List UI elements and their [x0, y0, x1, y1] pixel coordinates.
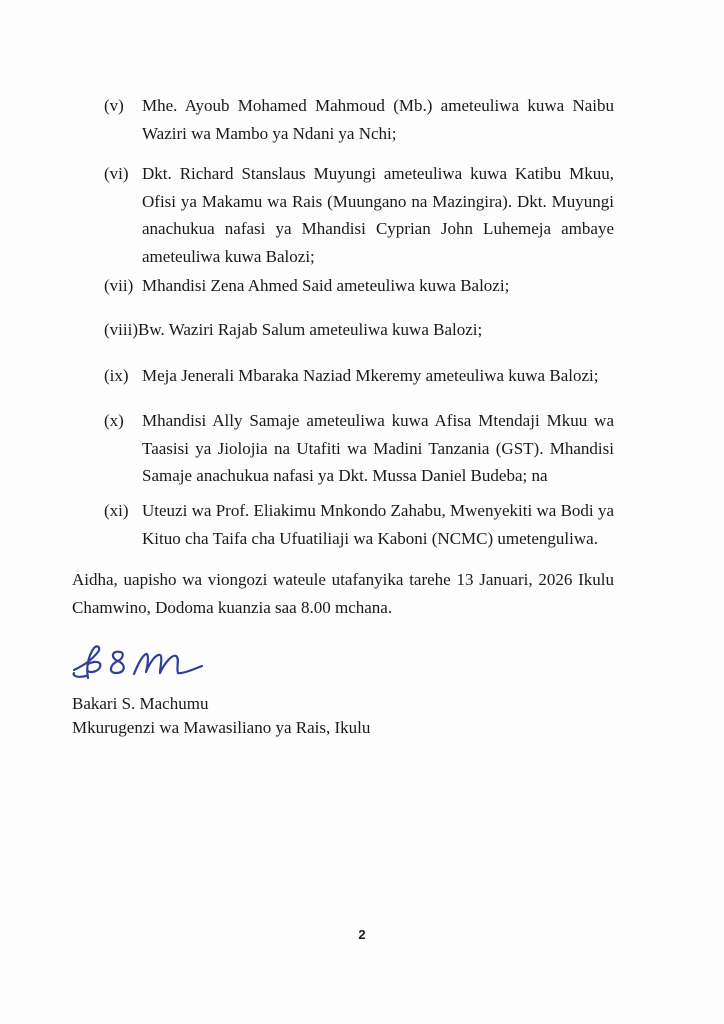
list-item	[104, 272, 614, 300]
list-item-text: Dkt. Richard Stanslaus Muyungi ameteuliwa kuwa Katibu Mkuu, Ofisi ya Makamu wa Rais (Muungano na Mazingira). Dkt. Muyungi anachukua nafasi ya Mhandisi Cyprian John Luhemeja ambaye ameteuliwa kuwa Balozi;	[142, 164, 614, 266]
page-number: 2	[358, 927, 366, 942]
list-item-text: Mhandisi Ally Samaje ameteuliwa kuwa Afisa Mtendaji Mkuu wa Taasisi ya Jiolojia na Utafiti wa Madini Tanzania (GST). Mhandisi Samaje anachukua nafasi ya Dkt. Mussa Daniel Budeba; na	[142, 411, 614, 485]
list-item-text: Meja Jenerali Mbaraka Naziad Mkeremy ameteuliwa kuwa Balozi;	[142, 366, 599, 385]
list-item-number: (viii)	[104, 320, 138, 339]
list-item-text: Mhandisi Zena Ahmed Said ameteuliwa kuwa Balozi;	[142, 276, 510, 295]
list-item-number: (vi)	[104, 164, 129, 183]
list-item	[104, 407, 614, 490]
list-item-number: (vii)	[104, 276, 134, 295]
signatory-title: Mkurugenzi wa Mawasiliano ya Rais, Ikulu	[72, 718, 371, 737]
list-item-number: (ix)	[104, 366, 129, 385]
list-item-text: Bw. Waziri Rajab Salum ameteuliwa kuwa Balozi;	[138, 320, 483, 339]
list-item	[104, 316, 614, 344]
list-item-number: (xi)	[104, 501, 129, 520]
list-item	[104, 497, 614, 552]
handwritten-signature	[68, 640, 208, 682]
list-item	[104, 92, 614, 147]
list-item-text: Mhe. Ayoub Mohamed Mahmoud (Mb.) ameteuliwa kuwa Naibu Waziri wa Mambo ya Ndani ya Nchi;	[142, 96, 614, 143]
list-item	[104, 362, 614, 390]
list-item-number: (x)	[104, 411, 124, 430]
list-item-text: Uteuzi wa Prof. Eliakimu Mnkondo Zahabu, Mwenyekiti wa Bodi ya Kituo cha Taifa cha Ufuatiliaji wa Kaboni (NCMC) umetenguliwa.	[142, 501, 614, 548]
list-item-number: (v)	[104, 96, 124, 115]
signature-block	[72, 692, 370, 740]
list-item	[104, 160, 614, 270]
closing-paragraph: Aidha, uapisho wa viongozi wateule utafanyika tarehe 13 Januari, 2026 Ikulu Chamwino, Dodoma kuanzia saa 8.00 mchana.	[72, 570, 614, 617]
signatory-name: Bakari S. Machumu	[72, 694, 209, 713]
